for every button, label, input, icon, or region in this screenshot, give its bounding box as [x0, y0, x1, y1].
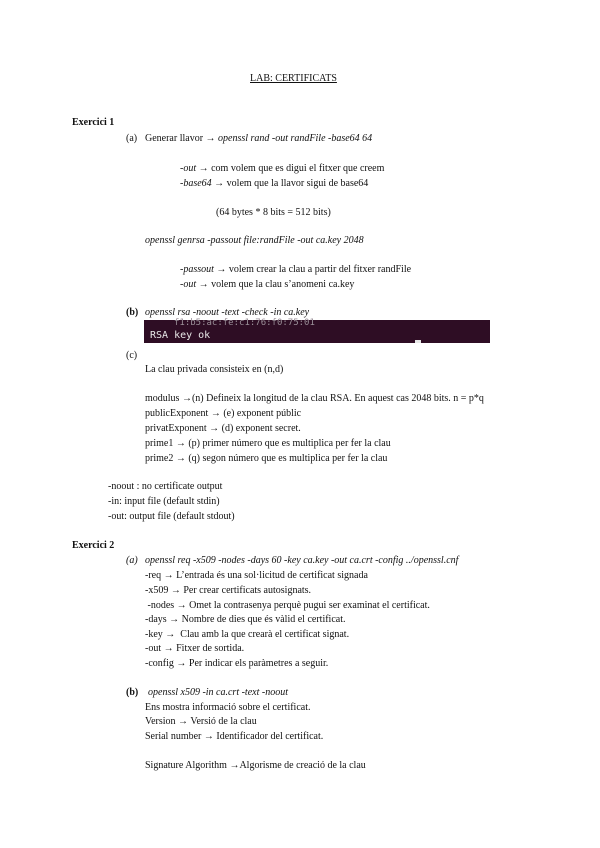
passout-option-desc: -passout → volem crear la clau a partir del fitxer randFile: [180, 264, 412, 275]
terminal-rsa-ok: RSA key ok: [150, 330, 211, 341]
out-option-line: -out → Fitxer de sortida.: [145, 643, 245, 654]
req-command: openssl req -x509 -nodes -days 60 -key ca.key -out ca.crt -config ../openssl.cnf: [145, 555, 459, 566]
x509-info-line: Ens mostra informació sobre el certificat.: [145, 702, 311, 713]
nodes-option-line: -nodes → Omet la contrasenya perquè pugui ser examinat el certificat.: [145, 600, 430, 611]
ex1-c-intro: La clau privada consisteix en (n,d): [145, 364, 284, 375]
ex1-c-label: (c): [126, 350, 138, 361]
genrsa-command: openssl genrsa -passout file:randFile -out ca.key 2048: [145, 235, 364, 246]
public-exponent-line: publicExponent → (e) exponent públic: [145, 408, 302, 419]
bits-calc: (64 bytes * 8 bits = 512 bits): [216, 207, 331, 218]
terminal-cursor: [415, 340, 421, 343]
ex1-a-label: (a): [126, 133, 138, 144]
exercise-1-heading: Exercici 1: [72, 117, 115, 128]
ex2-a-label: (a): [126, 555, 138, 566]
terminal-hex-line: f1:b5:ac:fe:c1:76:f0:75:01: [174, 318, 315, 328]
base64-option-desc: -base64 → volem que la llavor sigui de base64: [180, 178, 369, 189]
x509-option-line: -x509 → Per crear certificats autosignats.: [145, 585, 312, 596]
out2-option-desc: -out → volem que la clau s’anomeni ca.key: [180, 279, 355, 290]
ex1-a-command: openssl rand -out randFile -base64 64: [218, 133, 373, 144]
exercise-2-heading: Exercici 2: [72, 540, 115, 551]
req-option-line: -req → L’entrada és una sol·licitud de certificat signada: [145, 570, 368, 581]
modulus-line: modulus →(n) Defineix la longitud de la clau RSA. En aquest cas 2048 bits. n = p*q: [145, 393, 484, 404]
prime2-line: prime2 → (q) segon número que es multiplica per fer la clau: [145, 453, 388, 464]
serial-number-line: Serial number → Identificador del certificat.: [145, 731, 324, 742]
in-option: -in: input file (default stdin): [108, 496, 220, 507]
ex1-b-label: (b): [126, 307, 139, 318]
terminal-screenshot: [144, 320, 490, 343]
version-line: Version → Versió de la clau: [145, 716, 257, 727]
ex1-b-command: openssl rsa -noout -text -check -in ca.key: [145, 307, 310, 318]
noout-option: -noout : no certificate output: [108, 481, 223, 492]
ex1-a-text: Generar llavor → openssl rand -out randFile -base64 64: [145, 133, 373, 144]
private-exponent-line: privatExponent → (d) exponent secret.: [145, 423, 301, 434]
config-option-line: -config → Per indicar els paràmetres a seguir.: [145, 658, 329, 669]
out-option-desc: -out → com volem que es digui el fitxer que creem: [180, 163, 385, 174]
signature-algorithm-line: Signature Algorithm →Algorisme de creació de la clau: [145, 760, 366, 771]
out-option: -out: output file (default stdout): [108, 511, 235, 522]
key-option-line: -key → Clau amb la que crearà el certificat signat.: [145, 629, 350, 640]
ex2-b-label: (b): [126, 687, 139, 698]
prime1-line: prime1 → (p) primer número que es multiplica per fer la clau: [145, 438, 391, 449]
days-option-line: -days → Nombre de dies que és vàlid el certificat.: [145, 614, 346, 625]
x509-command: openssl x509 -in ca.crt -text -noout: [148, 687, 288, 698]
page-title: LAB: CERTIFICATS: [250, 73, 337, 84]
